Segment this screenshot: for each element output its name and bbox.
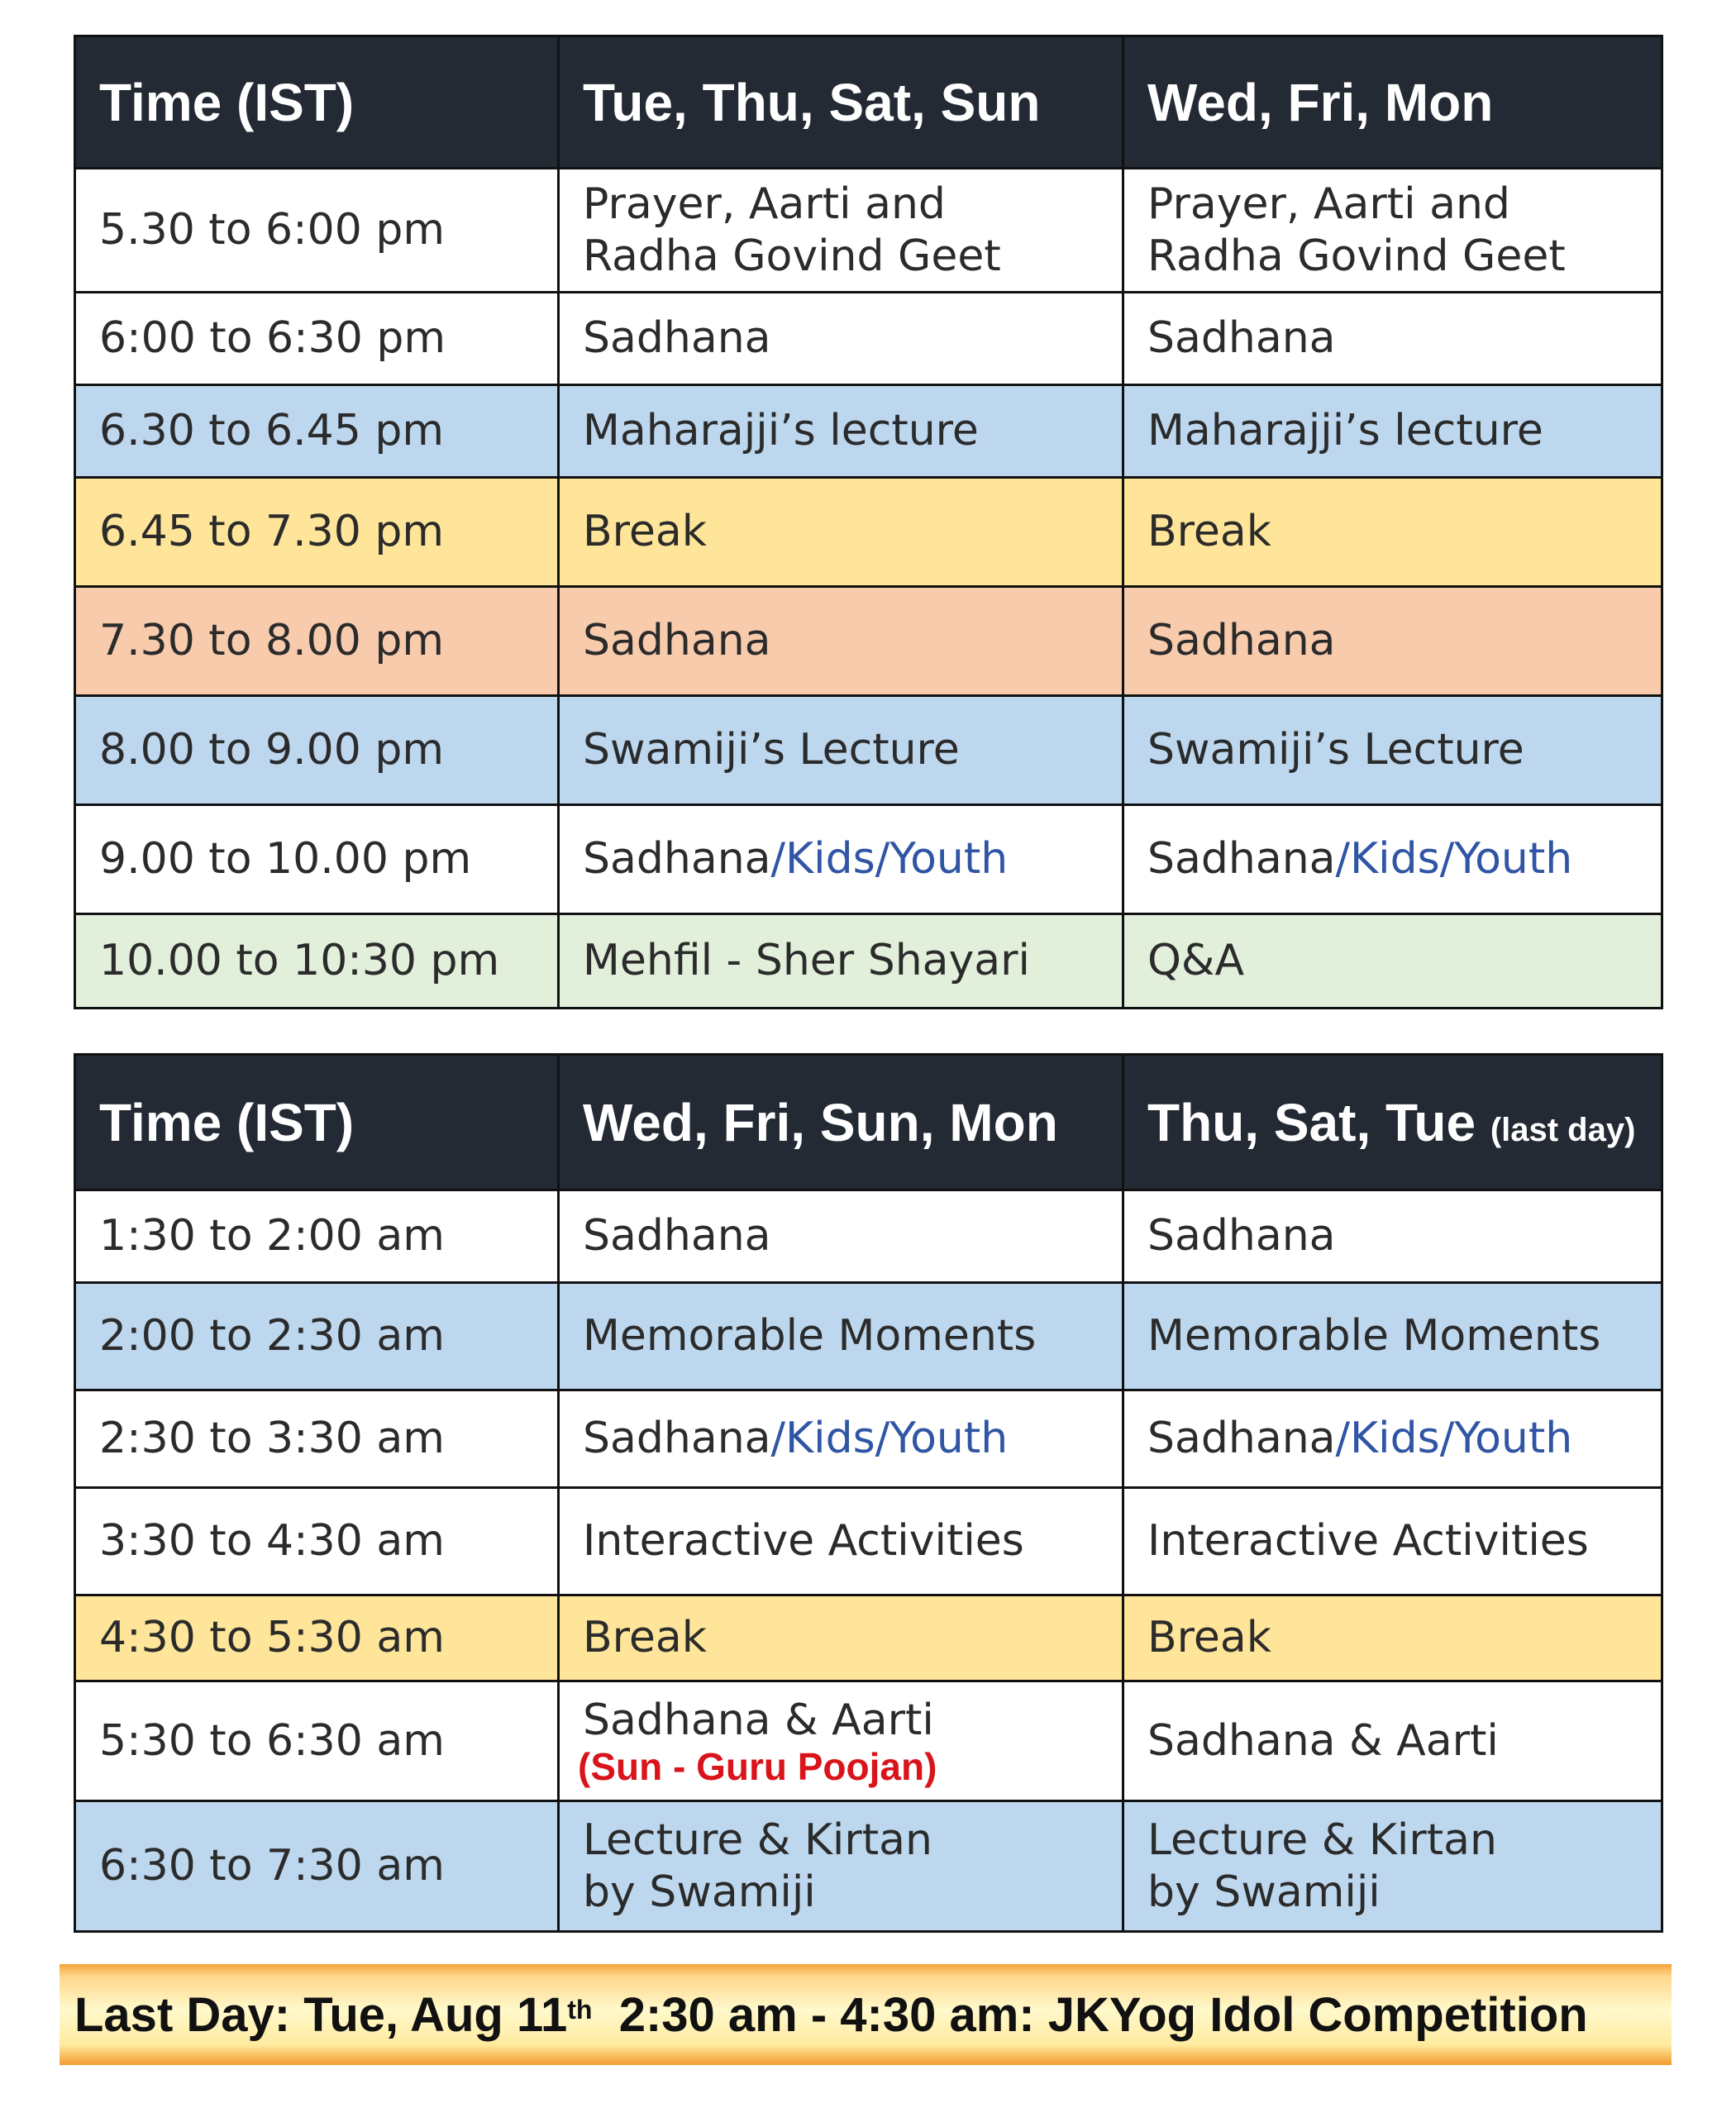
activity-cell [1123, 169, 1662, 293]
header-days-b [1123, 1055, 1662, 1190]
activity-cell [1123, 1801, 1662, 1932]
activity-cell: Break [559, 1595, 1123, 1681]
activity-cell: Maharajji’s lecture [559, 385, 1123, 478]
time-cell: 9.00 to 10.00 pm [75, 805, 559, 914]
activity-cell: Sadhana [1123, 587, 1662, 696]
kids-youth-text: /Kids/Youth [770, 834, 1009, 885]
table-row [75, 696, 1662, 805]
activity-cell: Sadhana [559, 587, 1123, 696]
activity-text: Sadhana [1147, 834, 1336, 885]
activity-cell: Q&A [1123, 914, 1662, 1009]
header-last-day-note: (last day) [1490, 1111, 1636, 1148]
activity-line: Radha Govind Geet [1147, 231, 1566, 281]
activity-text: Sadhana [583, 1414, 771, 1464]
activity-cell: Break [1123, 1595, 1662, 1681]
table-row [75, 385, 1662, 478]
table-row [75, 169, 1662, 293]
time-cell: 2:30 to 3:30 am [75, 1390, 559, 1488]
header-days-a: Wed, Fri, Sun, Mon [559, 1055, 1123, 1190]
activity-cell: Interactive Activities [1123, 1488, 1662, 1595]
time-cell: 5:30 to 6:30 am [75, 1681, 559, 1801]
activity-cell: Maharajji’s lecture [1123, 385, 1662, 478]
table-header-row [75, 1055, 1662, 1190]
time-cell: 1:30 to 2:00 am [75, 1190, 559, 1283]
activity-cell: Break [559, 478, 1123, 587]
guru-poojan-note: (Sun - Guru Poojan) [578, 1744, 937, 1788]
time-cell: 10.00 to 10:30 pm [75, 914, 559, 1009]
banner-suffix: 2:30 am - 4:30 am: JKYog Idol Competition [592, 1987, 1588, 2042]
header-days-b: Wed, Fri, Mon [1123, 36, 1662, 169]
last-day-banner: Last Day: Tue, Aug 11 $^{th}$ 2:30 am - 4:30 am: JKYog Idol Competition [60, 1964, 1672, 2065]
activity-line: Prayer, Aarti and [1147, 179, 1510, 230]
activity-cell [559, 1801, 1123, 1932]
activity-cell: Swamiji’s Lecture [559, 696, 1123, 805]
table-row [75, 293, 1662, 385]
table-row [75, 478, 1662, 587]
activity-cell: Break [1123, 478, 1662, 587]
activity-line: Lecture & Kirtan [1147, 1815, 1497, 1866]
activity-text: Sadhana [583, 834, 771, 885]
time-cell: 3:30 to 4:30 am [75, 1488, 559, 1595]
time-cell: 6.30 to 6.45 pm [75, 385, 559, 478]
activity-line: by Swamiji [583, 1867, 816, 1917]
activity-cell: Sadhana [1123, 293, 1662, 385]
activity-cell: Sadhana [559, 293, 1123, 385]
time-cell: 6.45 to 7.30 pm [75, 478, 559, 587]
morning-schedule-table [74, 1053, 1663, 1933]
table-header-row [75, 36, 1662, 169]
activity-cell: Memorable Moments [1123, 1283, 1662, 1390]
table-row [75, 1681, 1662, 1801]
activity-cell [1123, 1390, 1662, 1488]
header-days-a: Tue, Thu, Sat, Sun [559, 36, 1123, 169]
table-row [75, 805, 1662, 914]
activity-cell: Swamiji’s Lecture [1123, 696, 1662, 805]
activity-line: Radha Govind Geet [583, 231, 1001, 281]
activity-cell: Mehfil - Sher Shayari [559, 914, 1123, 1009]
evening-schedule-table [74, 35, 1663, 1009]
activity-cell [559, 1390, 1123, 1488]
table-row [75, 1190, 1662, 1283]
table-row [75, 1595, 1662, 1681]
activity-cell: Sadhana [559, 1190, 1123, 1283]
time-cell: 2:00 to 2:30 am [75, 1283, 559, 1390]
time-cell: 5.30 to 6:00 pm [75, 169, 559, 293]
table-row [75, 587, 1662, 696]
activity-cell: Sadhana & Aarti [1123, 1681, 1662, 1801]
activity-cell [559, 169, 1123, 293]
banner-prefix: Last Day: Tue, Aug 11 [74, 1987, 568, 2042]
activity-cell [1123, 805, 1662, 914]
table-row [75, 1390, 1662, 1488]
activity-line: Prayer, Aarti and [583, 179, 946, 230]
header-time: Time (IST) [75, 1055, 559, 1190]
kids-youth-text: /Kids/Youth [1335, 834, 1573, 885]
kids-youth-text: /Kids/Youth [1335, 1414, 1573, 1464]
activity-cell [559, 805, 1123, 914]
time-cell: 7.30 to 8.00 pm [75, 587, 559, 696]
kids-youth-text: /Kids/Youth [770, 1414, 1009, 1464]
activity-cell: Interactive Activities [559, 1488, 1123, 1595]
header-days-b-text: Thu, Sat, Tue [1147, 1092, 1476, 1152]
table-row [75, 1283, 1662, 1390]
time-cell: 6:00 to 6:30 pm [75, 293, 559, 385]
activity-cell: Memorable Moments [559, 1283, 1123, 1390]
activity-line: Lecture & Kirtan [583, 1815, 932, 1866]
time-cell: 8.00 to 9.00 pm [75, 696, 559, 805]
table-row [75, 1488, 1662, 1595]
header-time: Time (IST) [75, 36, 559, 169]
time-cell: 4:30 to 5:30 am [75, 1595, 559, 1681]
activity-text: Sadhana [1147, 1414, 1336, 1464]
activity-line: by Swamiji [1147, 1867, 1381, 1917]
activity-cell: Sadhana [1123, 1190, 1662, 1283]
table-row [75, 1801, 1662, 1932]
table-row [75, 914, 1662, 1009]
activity-text: Sadhana & Aarti [583, 1695, 934, 1745]
time-cell: 6:30 to 7:30 am [75, 1801, 559, 1932]
activity-cell [559, 1681, 1123, 1801]
